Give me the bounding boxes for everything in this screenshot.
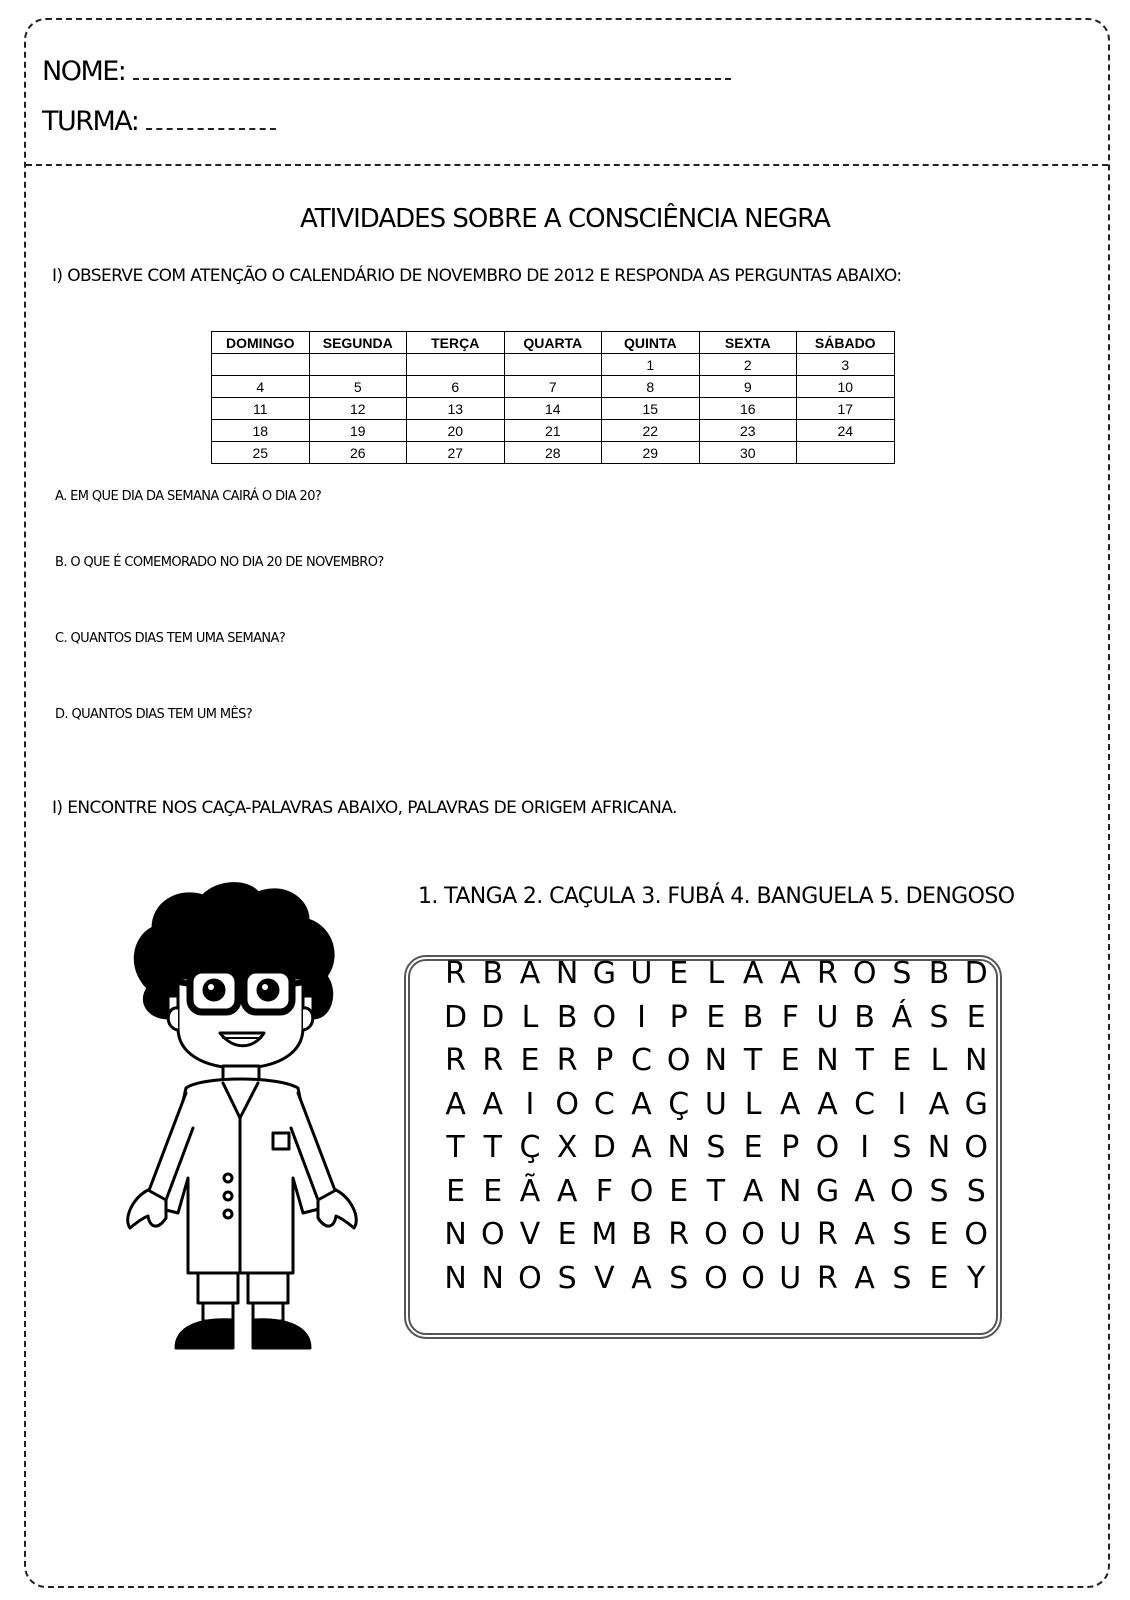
word-search-letter[interactable]: A xyxy=(742,1173,764,1209)
word-search-letter[interactable]: Ã xyxy=(519,1173,541,1209)
calendar-day-cell: 30 xyxy=(699,442,797,464)
word-search-letter[interactable]: A xyxy=(631,1130,652,1165)
word-search-letter[interactable]: E xyxy=(743,1130,763,1165)
word-search-letter[interactable]: O xyxy=(518,1260,542,1296)
word-search-letter[interactable]: E xyxy=(929,1217,949,1252)
calendar-day-cell: 14 xyxy=(504,398,602,420)
word-list: 1. TANGA 2. CAÇULA 3. FUBÁ 4. BANGUELA 5. DENGOSO xyxy=(418,884,1015,909)
word-search-letter[interactable]: R xyxy=(817,1260,838,1296)
word-search-letter[interactable]: R xyxy=(445,956,467,991)
word-search-letter[interactable]: S xyxy=(669,1260,689,1296)
word-search-letter[interactable]: S xyxy=(892,1260,912,1296)
word-search-letter[interactable]: P xyxy=(781,1130,800,1165)
word-search-letter[interactable]: P xyxy=(595,1043,614,1078)
word-search-letter[interactable]: D xyxy=(964,956,988,991)
word-search-letter[interactable]: A xyxy=(482,1086,504,1122)
word-search-letter[interactable]: E xyxy=(929,1260,949,1296)
calendar-day-cell: 18 xyxy=(212,420,310,442)
word-search-letter[interactable]: S xyxy=(929,1173,949,1209)
calendar-body xyxy=(212,354,895,464)
calendar-day-cell: 11 xyxy=(212,398,310,420)
november-calendar xyxy=(211,331,895,464)
word-search-row xyxy=(437,1213,995,1257)
word-search-letter[interactable]: E xyxy=(520,1043,540,1078)
child-scientist-illustration xyxy=(108,878,388,1358)
class-line xyxy=(42,106,276,137)
word-search-letter[interactable]: L xyxy=(930,1043,948,1078)
word-search-row xyxy=(437,1257,995,1301)
word-search-row xyxy=(437,1039,995,1083)
word-search-letter[interactable]: A xyxy=(780,956,801,991)
calendar-day-cell xyxy=(309,354,407,376)
word-search-letter[interactable]: O xyxy=(704,1260,728,1296)
calendar-header-cell: TERÇA xyxy=(407,332,505,354)
calendar-day-cell: 27 xyxy=(407,442,505,464)
word-search-letter[interactable]: E xyxy=(892,1043,912,1078)
right-shoe xyxy=(253,1320,310,1348)
word-search-letter[interactable]: E xyxy=(966,999,986,1035)
word-search-letter[interactable]: A xyxy=(445,1086,466,1122)
word-search-letter[interactable]: O xyxy=(555,1086,579,1122)
word-search-letter[interactable]: V xyxy=(594,1260,615,1296)
word-search-letter[interactable]: O xyxy=(964,1130,989,1165)
calendar-day-cell: 21 xyxy=(504,420,602,442)
calendar-week-row xyxy=(212,420,895,442)
question-c: C. QUANTOS DIAS TEM UMA SEMANA? xyxy=(55,631,286,646)
word-search-letter[interactable]: D xyxy=(444,999,468,1035)
word-search-letter[interactable]: O xyxy=(629,1173,654,1209)
word-search-letter[interactable]: B xyxy=(482,956,504,991)
calendar-day-cell: 9 xyxy=(699,376,797,398)
calendar-day-cell: 29 xyxy=(602,442,700,464)
calendar-day-cell: 24 xyxy=(797,420,895,442)
section2-instruction: I) ENCONTRE NOS CAÇA-PALAVRAS ABAIXO, PALAVRAS DE ORIGEM AFRICANA. xyxy=(52,798,677,818)
word-search-letter[interactable]: A xyxy=(631,1086,652,1122)
word-search-letter[interactable]: L xyxy=(707,956,725,991)
word-search-letter[interactable]: R xyxy=(668,1217,690,1252)
word-search-letter[interactable]: S xyxy=(929,999,949,1035)
word-search-row xyxy=(437,952,995,996)
word-search-letter[interactable]: N xyxy=(779,1173,802,1209)
word-search-letter[interactable]: U xyxy=(779,1217,802,1252)
word-search-letter[interactable]: P xyxy=(669,999,688,1035)
word-search-letter[interactable]: S xyxy=(892,956,912,991)
word-search-letter[interactable]: E xyxy=(483,1173,503,1209)
word-search-letter[interactable]: T xyxy=(706,1173,726,1209)
calendar-week-row xyxy=(212,442,895,464)
word-search-letter[interactable]: E xyxy=(780,1043,800,1078)
calendar-day-cell xyxy=(212,354,310,376)
word-search-letter[interactable]: A xyxy=(742,956,764,991)
word-search-letter[interactable]: Ç xyxy=(668,1086,690,1122)
word-search-row xyxy=(437,1126,995,1170)
word-search-letter[interactable]: X xyxy=(556,1130,578,1165)
calendar-day-cell: 12 xyxy=(309,398,407,420)
calendar-day-cell: 1 xyxy=(602,354,700,376)
calendar-header-cell: QUARTA xyxy=(504,332,602,354)
calendar-day-cell xyxy=(797,442,895,464)
question-a: A. EM QUE DIA DA SEMANA CAIRÁ O DIA 20? xyxy=(55,489,322,504)
word-search-letter[interactable]: R xyxy=(817,956,838,991)
word-search-letter[interactable]: S xyxy=(557,1260,577,1296)
word-search-letter[interactable]: Ç xyxy=(519,1130,541,1165)
word-search-letter[interactable]: E xyxy=(669,1173,689,1209)
word-search-letter[interactable]: N xyxy=(964,1043,988,1078)
word-search-letter[interactable]: U xyxy=(704,1086,727,1122)
word-search-letter[interactable]: O xyxy=(592,999,617,1035)
calendar-day-cell: 15 xyxy=(602,398,700,420)
word-search-letter[interactable]: N xyxy=(667,1130,690,1165)
word-search-letter[interactable]: A xyxy=(780,1086,801,1122)
calendar-day-cell: 16 xyxy=(699,398,797,420)
word-search-letter[interactable]: O xyxy=(741,1217,765,1252)
calendar-day-cell: 23 xyxy=(699,420,797,442)
word-search-letter[interactable]: U xyxy=(816,999,839,1035)
word-search-letter[interactable]: U xyxy=(630,956,653,991)
word-search-letter[interactable]: O xyxy=(815,1130,840,1165)
word-search-letter[interactable]: N xyxy=(927,1130,951,1165)
left-ear xyxy=(168,1008,178,1030)
word-search-letter[interactable]: S xyxy=(892,1130,912,1165)
word-search-row xyxy=(437,1083,995,1127)
word-search-letter[interactable]: O xyxy=(741,1260,765,1296)
coat-pocket xyxy=(273,1133,289,1149)
word-search-letter[interactable]: U xyxy=(779,1260,802,1296)
word-search-letter[interactable]: R xyxy=(445,1043,467,1078)
word-search-letter[interactable]: A xyxy=(854,1260,875,1296)
calendar-day-cell: 26 xyxy=(309,442,407,464)
word-search-row xyxy=(437,1170,995,1214)
word-search-letter[interactable]: R xyxy=(556,1043,578,1078)
calendar-day-cell: 7 xyxy=(504,376,602,398)
word-search-letter[interactable]: T xyxy=(446,1130,465,1165)
word-search-letter[interactable]: B xyxy=(556,999,578,1035)
calendar-day-cell xyxy=(407,354,505,376)
page-title: ATIVIDADES SOBRE A CONSCIÊNCIA NEGRA xyxy=(300,204,830,234)
word-search-letter[interactable]: D xyxy=(481,999,505,1035)
word-search-letter[interactable]: B xyxy=(631,1217,652,1252)
calendar-day-cell xyxy=(504,354,602,376)
word-search-letter[interactable]: A xyxy=(817,1086,838,1122)
name-line xyxy=(42,56,731,87)
word-search-row xyxy=(437,996,995,1040)
word-search-letter[interactable]: B xyxy=(742,999,764,1035)
word-search-letter[interactable]: A xyxy=(519,956,541,991)
word-search-letter[interactable]: E xyxy=(557,1217,577,1252)
calendar-day-cell: 20 xyxy=(407,420,505,442)
word-search-letter[interactable]: A xyxy=(631,1260,652,1296)
calendar-day-cell: 5 xyxy=(309,376,407,398)
calendar-day-cell: 3 xyxy=(797,354,895,376)
word-search-letter[interactable]: T xyxy=(855,1043,874,1078)
class-blank[interactable] xyxy=(146,128,276,130)
question-d: D. QUANTOS DIAS TEM UM MÊS? xyxy=(55,707,253,722)
word-search-letter[interactable]: N xyxy=(481,1260,504,1296)
word-search-letter[interactable]: O xyxy=(852,956,877,991)
word-search-letter[interactable]: G xyxy=(592,956,616,991)
calendar-day-cell: 13 xyxy=(407,398,505,420)
word-search-letter[interactable]: F xyxy=(595,1173,613,1209)
left-hand xyxy=(128,1190,166,1228)
word-search-letter[interactable]: Á xyxy=(891,999,913,1035)
word-search-letter[interactable]: N xyxy=(555,956,579,991)
left-shoe xyxy=(176,1320,233,1348)
word-search-letter[interactable]: O xyxy=(480,1217,505,1252)
calendar-day-cell: 19 xyxy=(309,420,407,442)
word-search-letter[interactable]: M xyxy=(591,1217,618,1252)
calendar-week-row xyxy=(212,354,895,376)
calendar-week-row xyxy=(212,398,895,420)
word-search-letter[interactable]: L xyxy=(521,999,539,1035)
word-search-letter[interactable]: S xyxy=(706,1130,726,1165)
calendar-day-cell: 28 xyxy=(504,442,602,464)
word-search-letter[interactable]: R xyxy=(482,1043,504,1078)
word-search-letter[interactable]: O xyxy=(964,1217,989,1252)
calendar-day-cell: 22 xyxy=(602,420,700,442)
word-search-letter[interactable]: E xyxy=(446,1173,466,1209)
word-search-letter[interactable]: G xyxy=(815,1173,840,1209)
question-b: B. O QUE É COMEMORADO NO DIA 20 DE NOVEMBRO? xyxy=(55,555,384,570)
right-ear xyxy=(303,1008,313,1030)
name-label: NOME: xyxy=(42,56,126,87)
word-search-letter[interactable]: I xyxy=(860,1130,870,1165)
word-search-letter[interactable]: A xyxy=(928,1086,950,1122)
word-search-letter[interactable]: O xyxy=(890,1173,914,1209)
calendar-header-row xyxy=(212,332,895,354)
word-search-letter[interactable]: N xyxy=(704,1043,728,1078)
header-separator xyxy=(26,164,1108,166)
calendar-day-cell: 25 xyxy=(212,442,310,464)
word-search-letter[interactable]: D xyxy=(592,1130,616,1165)
calendar-day-cell: 8 xyxy=(602,376,700,398)
word-search-letter[interactable]: A xyxy=(556,1173,578,1209)
word-search-letter[interactable]: S xyxy=(966,1173,986,1209)
word-search-letter[interactable]: A xyxy=(854,1173,875,1209)
calendar-week-row xyxy=(212,376,895,398)
word-search-letter[interactable]: I xyxy=(525,1086,535,1122)
word-search-letter[interactable]: L xyxy=(744,1086,762,1122)
calendar-header-cell: SEGUNDA xyxy=(309,332,407,354)
word-search-letter[interactable]: A xyxy=(854,1217,875,1252)
word-search-letter[interactable]: E xyxy=(669,956,689,991)
word-search-letter[interactable]: N xyxy=(444,1217,467,1252)
calendar-day-cell: 2 xyxy=(699,354,797,376)
word-search-letter[interactable]: C xyxy=(631,1043,652,1078)
word-search-letter[interactable]: O xyxy=(666,1043,691,1078)
word-search-letter[interactable]: S xyxy=(892,1217,912,1252)
calendar-day-cell: 10 xyxy=(797,376,895,398)
calendar-day-cell: 4 xyxy=(212,376,310,398)
word-search-letter[interactable]: E xyxy=(706,999,726,1035)
word-search-letter[interactable]: C xyxy=(854,1086,876,1122)
calendar-header-cell: SEXTA xyxy=(699,332,797,354)
word-search-letter[interactable]: I xyxy=(897,1086,907,1122)
word-search-letter[interactable]: T xyxy=(743,1043,763,1078)
word-search-letter[interactable]: T xyxy=(483,1130,502,1165)
calendar-header-cell: QUINTA xyxy=(602,332,700,354)
word-search-letter[interactable]: B xyxy=(928,956,950,991)
word-search-letter[interactable]: R xyxy=(817,1217,838,1252)
right-hand xyxy=(318,1190,356,1228)
word-search-letter[interactable]: N xyxy=(444,1260,467,1296)
class-label: TURMA: xyxy=(42,106,139,137)
calendar-header-cell: DOMINGO xyxy=(212,332,310,354)
word-search-letter[interactable]: V xyxy=(519,1217,541,1252)
word-search-letter[interactable]: B xyxy=(854,999,875,1035)
word-search-letter[interactable]: O xyxy=(704,1217,728,1252)
calendar-header-cell: SÁBADO xyxy=(797,332,895,354)
word-search-letter[interactable]: I xyxy=(637,999,646,1035)
name-blank[interactable] xyxy=(133,78,731,80)
word-search-letter[interactable]: G xyxy=(964,1086,988,1122)
section1-instruction: I) OBSERVE COM ATENÇÃO O CALENDÁRIO DE NOVEMBRO DE 2012 E RESPONDA AS PERGUNTAS ABAIXO: xyxy=(52,266,902,286)
word-search-letter[interactable]: N xyxy=(816,1043,839,1078)
calendar-day-cell: 6 xyxy=(407,376,505,398)
calendar-day-cell: 17 xyxy=(797,398,895,420)
word-search-letter[interactable]: Y xyxy=(967,1260,986,1296)
word-search-letter[interactable]: F xyxy=(781,999,799,1035)
word-search-letter[interactable]: C xyxy=(593,1086,615,1122)
